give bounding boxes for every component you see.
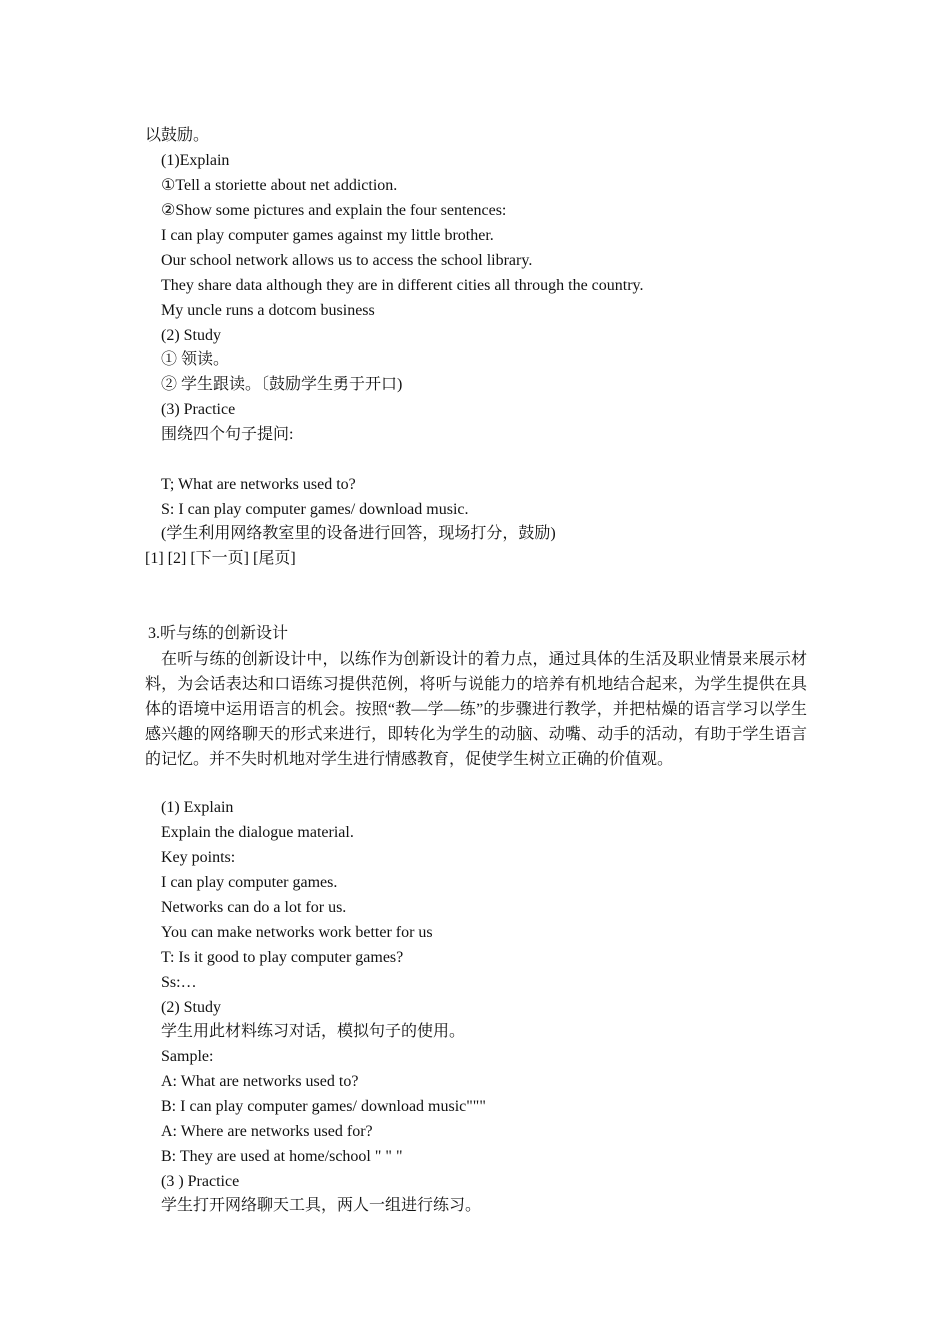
text-line: (3 ) Practice (161, 1173, 240, 1190)
text-line: My uncle runs a dotcom business (161, 302, 375, 319)
section-paragraph: 在听与练的创新设计中，以练作为创新设计的着力点，通过具体的生活及职业情景来展示材料，为会话表达和口语练习提供范例，将听与说能力的培养有机地结合起来，为学生提供在具体的语境中运用语言的机会。按照“教—学—练”的步骤进行教学，并把枯燥的语言学习以学生感兴趣的网络聊天的形式来进行，即转化为学生的动脑、动嘴、动手的活动，有助于学生语言的记忆。并不失时机地对学生进行情感教育，促使学生树立正确的价值观。 (145, 651, 807, 768)
text-line: ②Show some pictures and explain the four sentences: (161, 202, 507, 219)
last-page-link[interactable]: [尾页] (252, 550, 296, 567)
text-line: Explain the dialogue material. (161, 824, 354, 841)
text-line: B: I can play computer games/ download music""" (161, 1098, 486, 1115)
text-line: A: Where are networks used for? (161, 1123, 373, 1140)
text-line: Our school network allows us to access the school library. (161, 252, 533, 269)
text-line: ① 领读。 (161, 351, 230, 368)
text-line: You can make networks work better for us (161, 924, 433, 941)
text-line: I can play computer games. (161, 874, 338, 891)
text-line: 学生打开网络聊天工具，两人一组进行练习。 (161, 1197, 482, 1214)
text-line: A: What are networks used to? (161, 1073, 359, 1090)
text-line: T: Is it good to play computer games? (161, 949, 404, 966)
text-line: (2) Study (161, 327, 221, 344)
text-line: I can play computer games against my little brother. (161, 227, 494, 244)
text-line: They share data although they are in different cities all through the country. (161, 277, 644, 294)
page-2-link[interactable]: [2] (167, 550, 187, 567)
text-line: (1) Explain (161, 799, 234, 816)
text-line: B: They are used at home/school " " " (161, 1148, 403, 1165)
text-line: (3) Practice (161, 401, 236, 418)
text-line: ①Tell a storiette about net addiction. (161, 177, 398, 194)
text-line: S: I can play computer games/ download music. (161, 501, 469, 518)
pagination (145, 549, 296, 569)
text-line: T; What are networks used to? (161, 476, 356, 493)
text-line: (学生利用网络教室里的设备进行回答，现场打分，鼓励) (161, 525, 556, 542)
text-line: (2) Study (161, 999, 221, 1016)
section-heading: 3.听与练的创新设计 (148, 625, 289, 642)
text-line: 围绕四个句子提问: (161, 426, 294, 443)
next-page-link[interactable]: [下一页] (190, 550, 249, 567)
text-line: Sample: (161, 1048, 214, 1065)
text-line: 以鼓励。 (145, 127, 210, 144)
text-line: Networks can do a lot for us. (161, 899, 347, 916)
text-line: ② 学生跟读。〔鼓励学生勇于开口) (161, 376, 403, 393)
text-line: Ss:… (161, 974, 197, 991)
text-line: (1)Explain (161, 152, 230, 169)
text-line: 学生用此材料练习对话，模拟句子的使用。 (161, 1023, 466, 1040)
text-line: Key points: (161, 849, 236, 866)
page-1-link[interactable]: [1] (145, 550, 164, 567)
